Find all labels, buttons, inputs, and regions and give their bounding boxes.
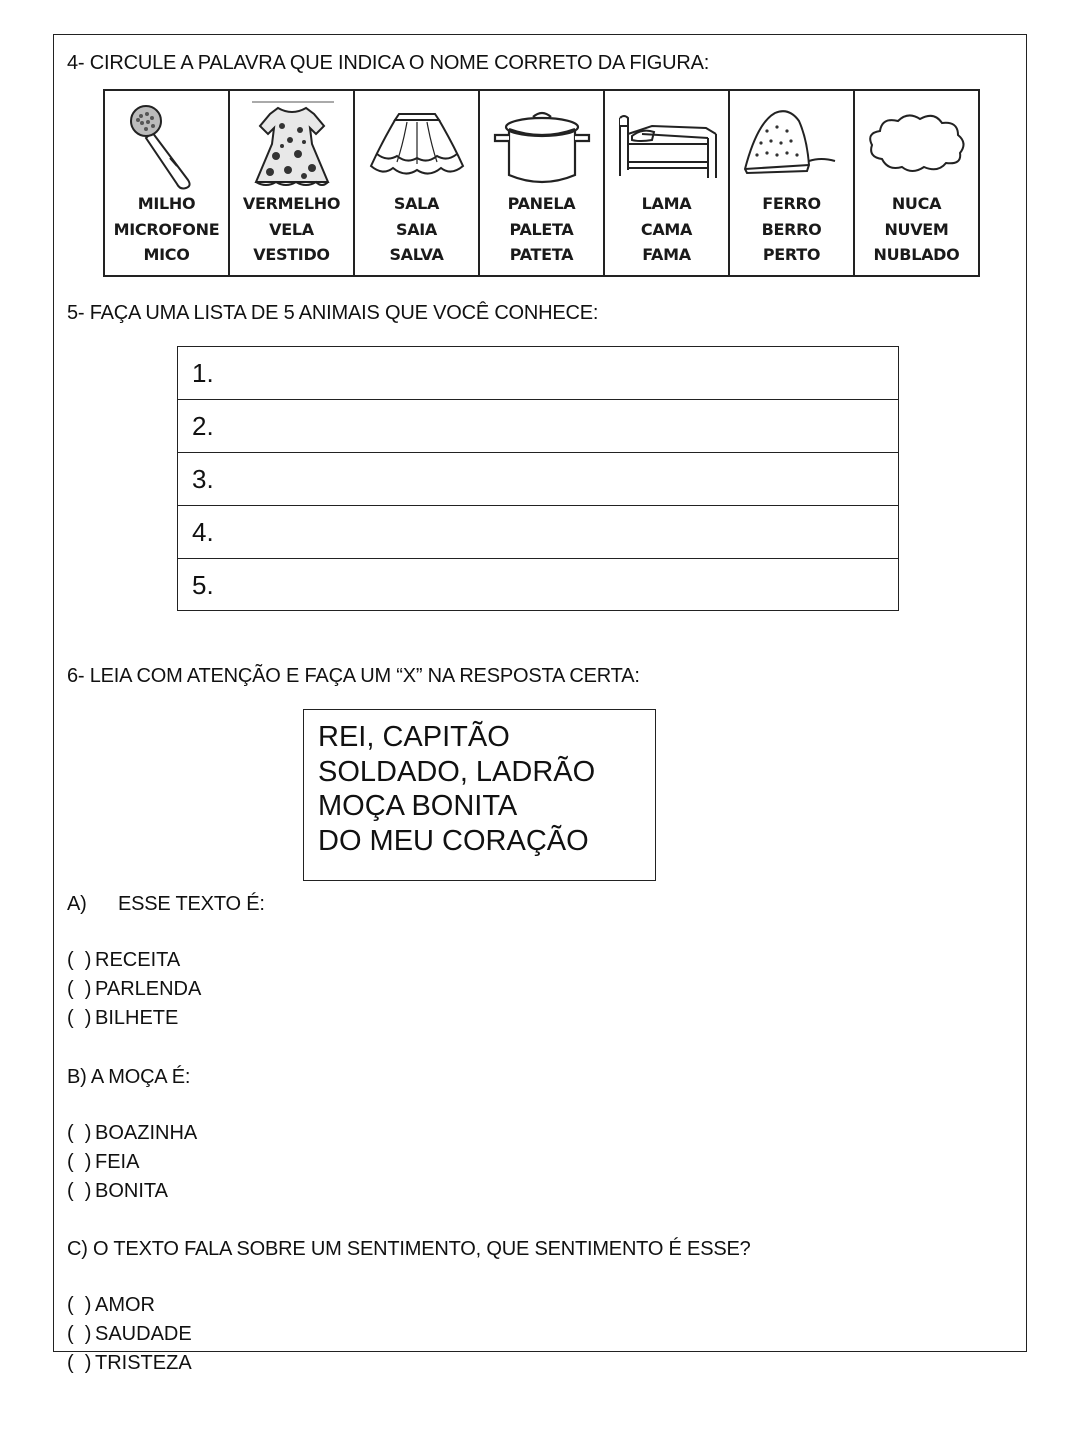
list-row[interactable] bbox=[178, 506, 898, 559]
option[interactable]: ( ) FEIA bbox=[67, 1151, 140, 1173]
list-row[interactable] bbox=[178, 453, 898, 506]
figure-word[interactable]: NUVEM bbox=[884, 219, 949, 239]
figure-word[interactable]: VELA bbox=[269, 219, 314, 239]
q4-title: 4- CIRCULE A PALAVRA QUE INDICA O NOME CORRETO DA FIGURA: bbox=[67, 52, 710, 74]
figure-word[interactable]: SAIA bbox=[395, 219, 438, 239]
list-row[interactable] bbox=[178, 347, 898, 400]
cloud-icon bbox=[862, 109, 972, 179]
poem-line: REI, CAPITÃO bbox=[318, 721, 510, 753]
figure-word[interactable]: MILHO bbox=[137, 194, 196, 213]
figure-cell-microphone bbox=[105, 91, 230, 275]
animal-list bbox=[177, 346, 899, 611]
figure-cell-dress bbox=[230, 91, 355, 275]
figure-word[interactable]: FAMA bbox=[642, 245, 691, 264]
list-row[interactable] bbox=[178, 400, 898, 453]
question-a-text: ESSE TEXTO É: bbox=[117, 893, 265, 915]
options-b bbox=[67, 1119, 197, 1206]
figure-word[interactable]: VERMELHO bbox=[242, 194, 341, 213]
dress-icon bbox=[242, 96, 342, 192]
figure-word[interactable]: CAMA bbox=[640, 219, 693, 239]
question-b: B) A MOÇA É: bbox=[67, 1066, 191, 1088]
q6-title: 6- LEIA COM ATENÇÃO E FAÇA UM “X” NA RESPOSTA CERTA: bbox=[67, 665, 640, 687]
figure-word[interactable]: FERRO bbox=[762, 194, 821, 213]
figure-word[interactable]: PALETA bbox=[509, 219, 574, 239]
option[interactable]: ( ) RECEITA bbox=[67, 949, 181, 971]
question-a-label: A) bbox=[67, 893, 87, 915]
figure-table bbox=[103, 89, 980, 277]
figure-word[interactable]: PATETA bbox=[509, 245, 574, 264]
poem-box bbox=[303, 709, 656, 881]
figure-cell-bed bbox=[605, 91, 730, 275]
options-c bbox=[67, 1291, 192, 1378]
list-number: 5. bbox=[192, 570, 214, 600]
poem-line: DO MEU CORAÇÃO bbox=[318, 824, 589, 857]
question-a bbox=[67, 893, 265, 916]
figure-cell-cloud bbox=[855, 91, 978, 275]
options-a bbox=[67, 946, 201, 1033]
figure-word[interactable]: VESTIDO bbox=[253, 245, 330, 264]
figure-cell-pot bbox=[480, 91, 605, 275]
option[interactable]: ( ) PARLENDA bbox=[67, 978, 202, 1000]
list-number: 2. bbox=[192, 411, 214, 441]
option[interactable]: ( ) BOAZINHA bbox=[67, 1122, 198, 1144]
iron-icon bbox=[737, 99, 847, 189]
worksheet-page bbox=[53, 34, 1027, 1374]
figure-word[interactable]: SALVA bbox=[389, 245, 444, 264]
option[interactable]: ( ) TRISTEZA bbox=[67, 1352, 192, 1374]
option[interactable]: ( ) BONITA bbox=[67, 1180, 168, 1202]
option[interactable]: ( ) AMOR bbox=[67, 1294, 155, 1316]
figure-word[interactable]: BERRO bbox=[761, 219, 822, 239]
poem-line: MOÇA BONITA bbox=[318, 790, 518, 822]
figure-cell-skirt bbox=[355, 91, 480, 275]
list-number: 3. bbox=[192, 464, 214, 494]
option[interactable]: ( ) BILHETE bbox=[67, 1007, 179, 1029]
figure-word[interactable]: MICO bbox=[143, 245, 190, 264]
figure-word[interactable]: NUCA bbox=[891, 194, 942, 213]
microphone-icon bbox=[122, 96, 212, 192]
bed-icon bbox=[612, 104, 722, 184]
figure-word[interactable]: SALA bbox=[393, 194, 440, 213]
list-number: 1. bbox=[192, 358, 214, 388]
figure-word[interactable]: PANELA bbox=[507, 194, 576, 213]
question-c: C) O TEXTO FALA SOBRE UM SENTIMENTO, QUE SENTIMENTO É ESSE? bbox=[67, 1238, 751, 1260]
skirt-icon bbox=[367, 104, 467, 184]
figure-word[interactable]: NUBLADO bbox=[873, 245, 960, 264]
pot-icon bbox=[487, 99, 597, 189]
figure-word[interactable]: LAMA bbox=[641, 194, 692, 213]
option[interactable]: ( ) SAUDADE bbox=[67, 1323, 192, 1345]
list-row[interactable] bbox=[178, 559, 898, 612]
q5-title: 5- FAÇA UMA LISTA DE 5 ANIMAIS QUE VOCÊ CONHECE: bbox=[67, 302, 599, 324]
figure-word[interactable]: PERTO bbox=[762, 245, 821, 264]
figure-word[interactable]: MICROFONE bbox=[113, 219, 220, 239]
list-number: 4. bbox=[192, 517, 214, 547]
figure-cell-iron bbox=[730, 91, 855, 275]
poem-line: SOLDADO, LADRÃO bbox=[318, 755, 596, 788]
